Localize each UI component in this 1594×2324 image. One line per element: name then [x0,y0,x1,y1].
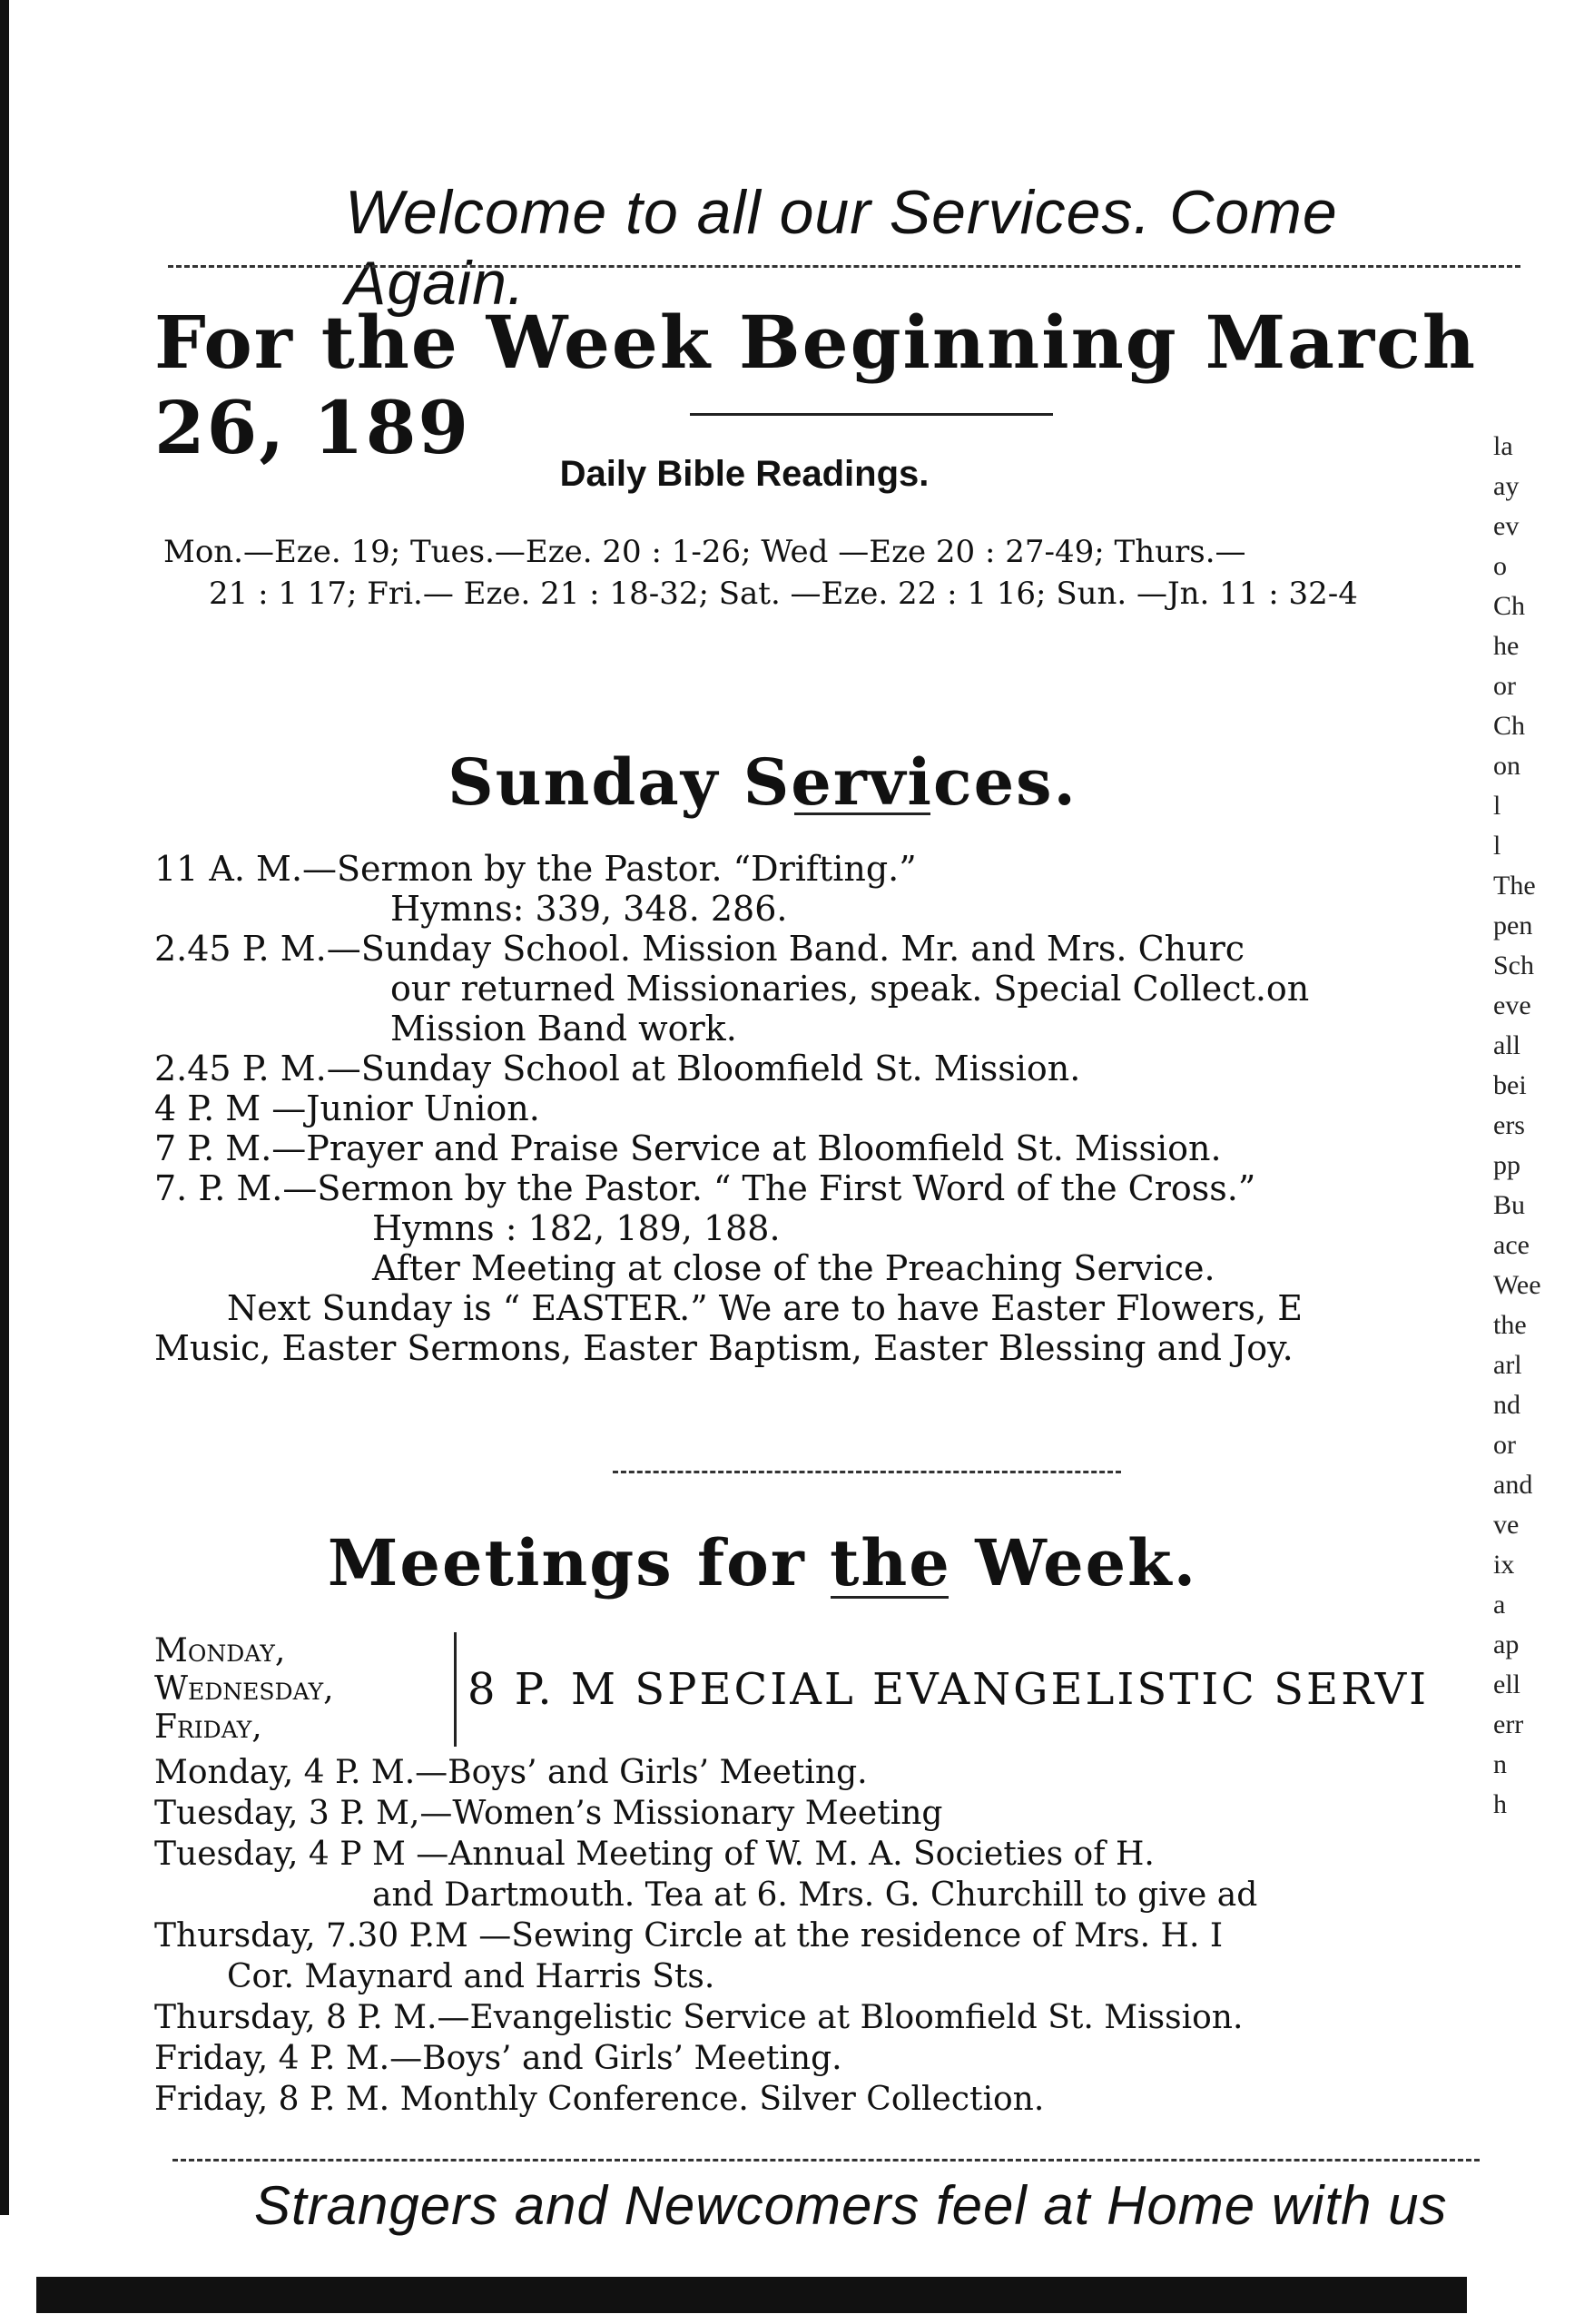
margin-fragment: ap [1493,1630,1520,1659]
margin-fragment: Wee [1493,1270,1541,1300]
meeting-line: Tuesday, 4 P M —Annual Meeting of W. M. A. Societies of H. [154,1836,1155,1873]
sunday-line: 2.45 P. M.—Sunday School at Bloomfield St. Mission. [154,1049,1081,1088]
margin-fragment: he [1493,631,1520,661]
readings-line-1: Mon.—Eze. 19; Tues.—Eze. 20 : 1-26; Wed —Eze 20 : 27-49; Thurs.— [163,534,1246,570]
header-divider [168,265,1520,268]
margin-fragment: and [1493,1470,1533,1500]
sunday-line: 11 A. M.—Sermon by the Pastor. “Drifting.” [154,849,917,889]
special-days [154,1632,445,1747]
margin-fragment: Ch [1493,711,1526,741]
welcome-header: Welcome to all our Services. Come Again. [345,178,1338,318]
margin-fragment: err [1493,1709,1524,1739]
margin-fragment: o [1493,551,1507,581]
scan-edge-left [0,0,9,2215]
sunday-line: Mission Band work. [390,1009,737,1049]
margin-fragment: ve [1493,1510,1520,1540]
sunday-line: Next Sunday is “ EASTER.” We are to have Easter Flowers, E [227,1288,1303,1328]
margin-fragment: ev [1493,511,1520,541]
footer-divider [172,2159,1480,2162]
margin-fragment: eve [1493,990,1531,1020]
margin-fragment: h [1493,1789,1507,1819]
sunday-line: 2.45 P. M.—Sunday School. Mission Band. Mr. and Mrs. Churc [154,929,1245,969]
margin-fragment: ay [1493,471,1520,501]
meeting-line: Tuesday, 3 P. M,—Women’s Missionary Meeting [154,1795,943,1832]
meeting-line: and Dartmouth. Tea at 6. Mrs. G. Churchill to give ad [372,1876,1258,1914]
margin-fragment: nd [1493,1390,1520,1420]
title-rule [690,413,1053,416]
sunday-line: Hymns: 339, 348. 286. [390,889,788,929]
daily-readings-heading: Daily Bible Readings. [559,454,930,494]
scan-edge-bottom [36,2277,1467,2313]
sunday-line: Music, Easter Sermons, Easter Baptism, Easter Blessing and Joy. [154,1328,1294,1368]
footer-tagline: Strangers and Newcomers feel at Home with us [254,2175,1448,2236]
special-meetings [154,1632,1516,1747]
margin-fragment: pp [1493,1150,1520,1180]
mid-divider [613,1471,1121,1473]
margin-fragment: ers [1493,1110,1525,1140]
margin-fragment: on [1493,751,1520,781]
sunday-line: 4 P. M —Junior Union. [154,1088,540,1128]
margin-fragment: arl [1493,1350,1522,1380]
meeting-line: Thursday, 7.30 P.M —Sewing Circle at the residence of Mrs. H. I [154,1917,1224,1955]
margin-fragment: n [1493,1749,1507,1779]
day-wednesday: Wednesday, [154,1670,334,1708]
meeting-line: Friday, 8 P. M. Monthly Conference. Silver Collection. [154,2081,1045,2118]
sunday-line: 7. P. M.—Sermon by the Pastor. “ The First Word of the Cross.” [154,1168,1256,1208]
daily-readings [163,531,1507,615]
margin-fragment: Sch [1493,950,1534,980]
sunday-line: Hymns : 182, 189, 188. [372,1208,781,1248]
margin-fragment: bei [1493,1070,1527,1100]
meetings-list [154,1752,1516,2120]
days-bracket [454,1632,457,1747]
meetings-title: Meetings for the Week. [327,1525,1198,1600]
adjacent-column-fragment [1493,427,1593,2279]
sunday-line: After Meeting at close of the Preaching Service. [372,1248,1215,1288]
margin-fragment: a [1493,1590,1506,1620]
special-evangelistic-service: 8 P. M SPECIAL EVANGELISTIC SERVI [467,1664,1430,1715]
sunday-services-title: Sunday Services. [448,744,1077,820]
meeting-line: Monday, 4 P. M.—Boys’ and Girls’ Meeting. [154,1754,868,1791]
margin-fragment: ell [1493,1669,1520,1699]
meeting-line: Friday, 4 P. M.—Boys’ and Girls’ Meeting. [154,2040,842,2077]
meeting-line: Cor. Maynard and Harris Sts. [227,1958,715,1995]
margin-fragment: The [1493,871,1536,901]
margin-fragment: Bu [1493,1190,1526,1220]
sunday-rule [794,812,930,815]
day-monday: Monday, [154,1632,286,1669]
week-title: For the Week Beginning March 26, 189 [154,300,1477,470]
margin-fragment: or [1493,1430,1516,1460]
margin-fragment: l [1493,791,1501,821]
meeting-line: Thursday, 8 P. M.—Evangelistic Service at Bloomfield St. Mission. [154,1999,1244,2036]
margin-fragment: pen [1493,911,1533,940]
sunday-line: 7 P. M.—Prayer and Praise Service at Bloomfield St. Mission. [154,1128,1222,1168]
readings-line-2: 21 : 1 17; Fri.— Eze. 21 : 18-32; Sat. —Eze. 22 : 1 16; Sun. —Jn. 11 : 32-4 [209,576,1358,612]
meetings-rule [831,1596,949,1599]
margin-fragment: ix [1493,1550,1515,1580]
day-friday: Friday, [154,1709,262,1746]
margin-fragment: or [1493,671,1516,701]
sunday-line: our returned Missionaries, speak. Special Collect.on [390,969,1310,1009]
margin-fragment: la [1493,431,1513,461]
margin-fragment: l [1493,831,1501,861]
sunday-services-list [154,849,1516,1368]
margin-fragment: the [1493,1310,1527,1340]
margin-fragment: all [1493,1030,1520,1060]
margin-fragment: ace [1493,1230,1530,1260]
margin-fragment: Ch [1493,591,1526,621]
